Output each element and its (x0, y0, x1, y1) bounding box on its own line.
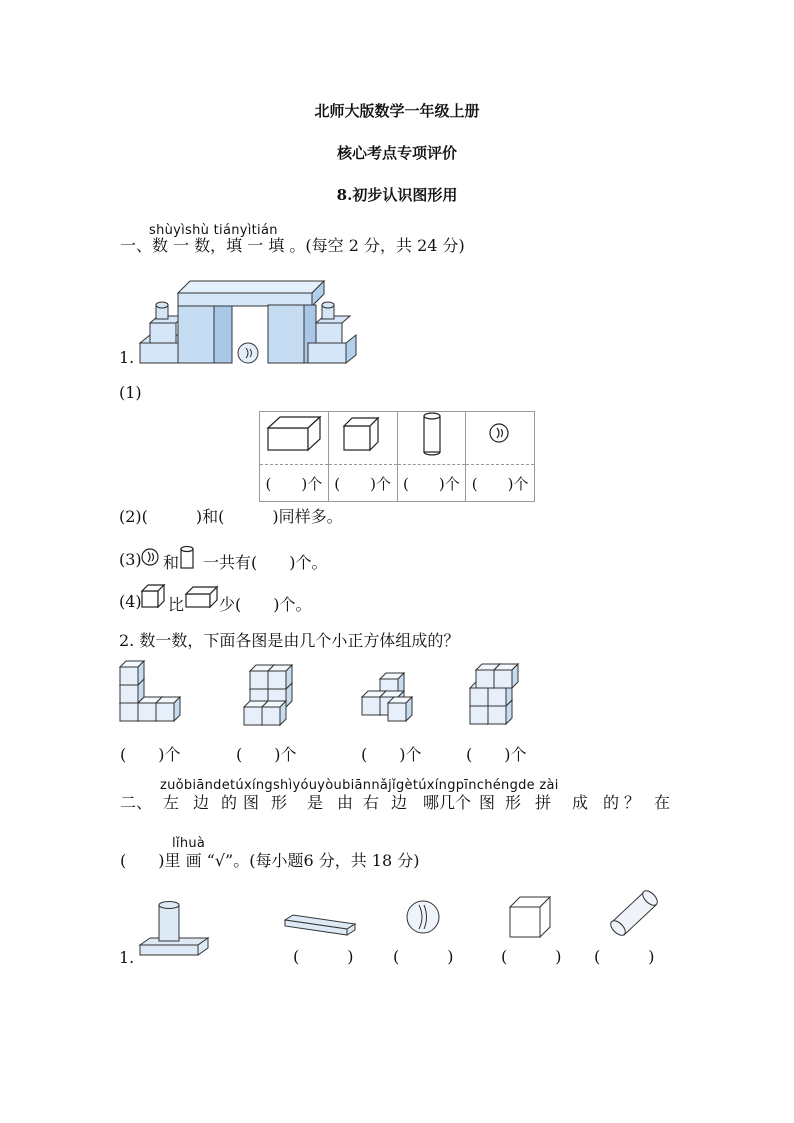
s2-q1-label: 1. (119, 948, 135, 967)
sphere-icon (407, 901, 439, 933)
choice-blank-4[interactable]: ( ) (594, 947, 655, 966)
heading-char: ？ (624, 793, 641, 812)
section-title: 8.初步认识图形用 (336, 186, 458, 204)
heading-char: 成 (572, 793, 589, 812)
sub4-mid: 比 (168, 595, 185, 614)
heading-char: 由 (337, 793, 354, 812)
sub1-label: (1) (119, 383, 142, 402)
choice-blank-3[interactable]: ( ) (501, 947, 562, 966)
q2-answer-c[interactable]: ( )个 (361, 745, 422, 764)
section2-prefix: 二、 (120, 793, 153, 812)
sub2-text: (2)( )和( )同样多。 (119, 507, 343, 526)
cube-icon (510, 897, 550, 937)
heading-char: 几 (439, 793, 456, 812)
sub3-and: 和 (163, 553, 180, 572)
heading-char: 的 (221, 793, 238, 812)
heading-char: 边 (193, 793, 210, 812)
heading-char: 拼 (535, 793, 552, 812)
count-cuboid-blank[interactable]: ( )个 (260, 465, 329, 502)
heading-char: 图 (479, 793, 496, 812)
section1-pinyin: shùyìshù tiányìtián (149, 223, 278, 238)
heading-char: 形 (271, 793, 288, 812)
q2-text: 2. 数一数，下面各图是由几个小正方体组成的？ (119, 631, 460, 650)
sub4-text: 少( )个。 (219, 595, 312, 614)
heading-char: 的 (603, 793, 620, 812)
count-cube-blank[interactable]: ( )个 (328, 465, 397, 502)
q1-label: 1. (119, 348, 135, 367)
count-sphere-blank[interactable]: ( )个 (466, 465, 535, 502)
tilted-cylinder-icon (608, 888, 660, 938)
heading-char: 个 (455, 793, 472, 812)
heading-char: 在 (654, 793, 671, 812)
composite-figure (140, 902, 208, 956)
choice-blank-2[interactable]: ( ) (393, 947, 454, 966)
section2-pinyin: zuǒbiāndetúxíngshìyóuyòubiānnǎjǐgètúxíngpīnchéngde zài (160, 778, 559, 793)
heading-char: 是 (307, 793, 324, 812)
doc-subtitle: 核心考点专项评价 (336, 144, 457, 162)
q2-answer-b[interactable]: ( )个 (236, 745, 297, 764)
q2-answer-a[interactable]: ( )个 (120, 745, 181, 764)
section2-line2-pinyin: lǐhuà (172, 836, 206, 851)
choice-blank-1[interactable]: ( ) (293, 947, 354, 966)
section1-heading: 一、数 一 数，填 一 填 。(每空 2 分，共 24 分) (120, 236, 465, 255)
heading-char: 边 (391, 793, 408, 812)
q2-answer-d[interactable]: ( )个 (466, 745, 527, 764)
sub4-prefix: (4) (119, 592, 142, 611)
count-cylinder-blank[interactable]: ( )个 (397, 465, 466, 502)
heading-char: 哪 (423, 793, 440, 812)
heading-char: 左 (163, 793, 180, 812)
flat-board-icon (285, 915, 355, 935)
heading-char: 图 (243, 793, 260, 812)
section2-line2: ( )里 画 “√”。(每小题6 分，共 18 分) (120, 851, 420, 870)
heading-char: 右 (363, 793, 380, 812)
heading-char: 形 (505, 793, 522, 812)
doc-title: 北师大版数学一年级上册 (314, 102, 480, 120)
sub3-prefix: (3) (119, 550, 142, 569)
sub3-text: 一共有( )个。 (203, 553, 328, 572)
